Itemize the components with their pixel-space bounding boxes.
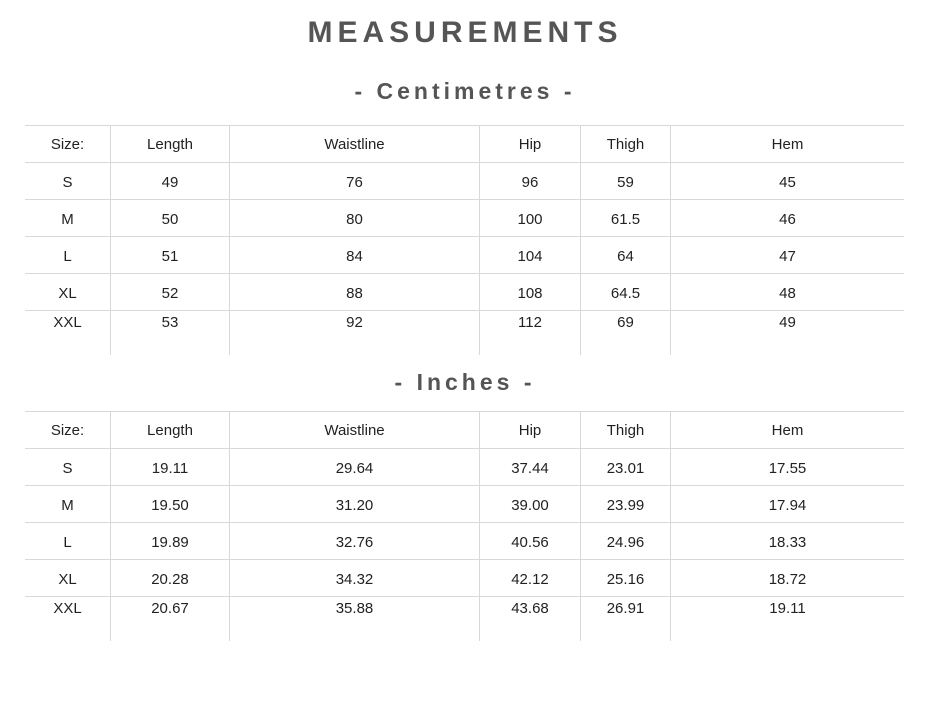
column-header: Hip (479, 412, 580, 448)
column-header: Waistline (229, 126, 479, 162)
measurement-cell: 32.76 (229, 523, 479, 559)
size-cell: XL (58, 285, 77, 302)
measurement-cell: 31.20 (229, 486, 479, 522)
table-row (25, 162, 904, 199)
size-cell: L (63, 248, 72, 265)
size-cell: M (61, 211, 74, 228)
measurement-cell: 104 (479, 237, 580, 273)
measurement-cell: 29.64 (229, 449, 479, 485)
column-header: Thigh (580, 412, 670, 448)
measurement-cell: 34.32 (229, 560, 479, 596)
measurement-cell: 19.11 (110, 449, 229, 485)
table-row (25, 199, 904, 236)
measurement-cell: 69 (580, 311, 670, 355)
measurement-cell: 24.96 (580, 523, 670, 559)
measurement-cell: 19.11 (670, 597, 904, 641)
centimetres-heading: - Centimetres - (354, 78, 576, 104)
measurement-cell: 84 (229, 237, 479, 273)
column-header: Waistline (229, 412, 479, 448)
table-row (25, 448, 904, 485)
column-header: Thigh (580, 126, 670, 162)
measurement-cell: 39.00 (479, 486, 580, 522)
measurement-cell: 18.72 (670, 560, 904, 596)
size-cell: L (63, 534, 72, 551)
measurement-cell: 17.55 (670, 449, 904, 485)
measurement-cell: 61.5 (580, 200, 670, 236)
measurement-cell: 37.44 (479, 449, 580, 485)
measurement-cell: 47 (670, 237, 904, 273)
measurement-cell: 96 (479, 163, 580, 199)
measurement-cell: 100 (479, 200, 580, 236)
measurement-cell: 112 (479, 311, 580, 355)
measurement-cell: 20.28 (110, 560, 229, 596)
measurement-cell: 25.16 (580, 560, 670, 596)
measurement-cell: 48 (670, 274, 904, 310)
measurement-cell: 46 (670, 200, 904, 236)
measurement-cell: 88 (229, 274, 479, 310)
size-cell: XXL (53, 600, 82, 617)
table-row (25, 559, 904, 596)
measurement-cell: 51 (110, 237, 229, 273)
table-row (25, 485, 904, 522)
measurement-cell: 42.12 (479, 560, 580, 596)
measurement-cell: 64 (580, 237, 670, 273)
column-header: Size: (50, 135, 85, 153)
size-cell: XL (58, 571, 77, 588)
measurement-cell: 92 (229, 311, 479, 355)
column-header: Size: (50, 421, 85, 439)
measurement-cell: 64.5 (580, 274, 670, 310)
measurement-cell: 19.89 (110, 523, 229, 559)
measurement-cell: 23.99 (580, 486, 670, 522)
measurement-cell: 35.88 (229, 597, 479, 641)
measurement-cell: 18.33 (670, 523, 904, 559)
measurement-cell: 59 (580, 163, 670, 199)
measurement-cell: 53 (110, 311, 229, 355)
size-cell: M (61, 497, 74, 514)
inches-table (25, 411, 904, 641)
inches-heading: - Inches - (394, 369, 536, 395)
table-row (25, 236, 904, 273)
measurement-cell: 49 (670, 311, 904, 355)
measurement-cell: 76 (229, 163, 479, 199)
measurement-cell: 20.67 (110, 597, 229, 641)
page-title: MEASUREMENTS (307, 16, 623, 49)
size-cell: S (62, 174, 73, 191)
table-row (25, 522, 904, 559)
measurement-cell: 49 (110, 163, 229, 199)
column-header: Hem (670, 126, 904, 162)
column-header: Hem (670, 412, 904, 448)
table-row (25, 273, 904, 310)
table-header-row (25, 411, 904, 448)
measurement-cell: 26.91 (580, 597, 670, 641)
measurement-cell: 17.94 (670, 486, 904, 522)
measurement-cell: 45 (670, 163, 904, 199)
size-cell: XXL (53, 314, 82, 331)
table-row (25, 310, 904, 355)
measurement-cell: 40.56 (479, 523, 580, 559)
column-header: Length (110, 412, 229, 448)
table-row (25, 596, 904, 641)
table-header-row (25, 125, 904, 162)
measurement-cell: 43.68 (479, 597, 580, 641)
column-header: Hip (479, 126, 580, 162)
measurement-cell: 52 (110, 274, 229, 310)
size-cell: S (62, 460, 73, 477)
column-header: Length (110, 126, 229, 162)
measurement-cell: 19.50 (110, 486, 229, 522)
measurement-cell: 80 (229, 200, 479, 236)
measurement-cell: 108 (479, 274, 580, 310)
centimetres-table (25, 125, 904, 355)
measurement-cell: 50 (110, 200, 229, 236)
measurement-cell: 23.01 (580, 449, 670, 485)
